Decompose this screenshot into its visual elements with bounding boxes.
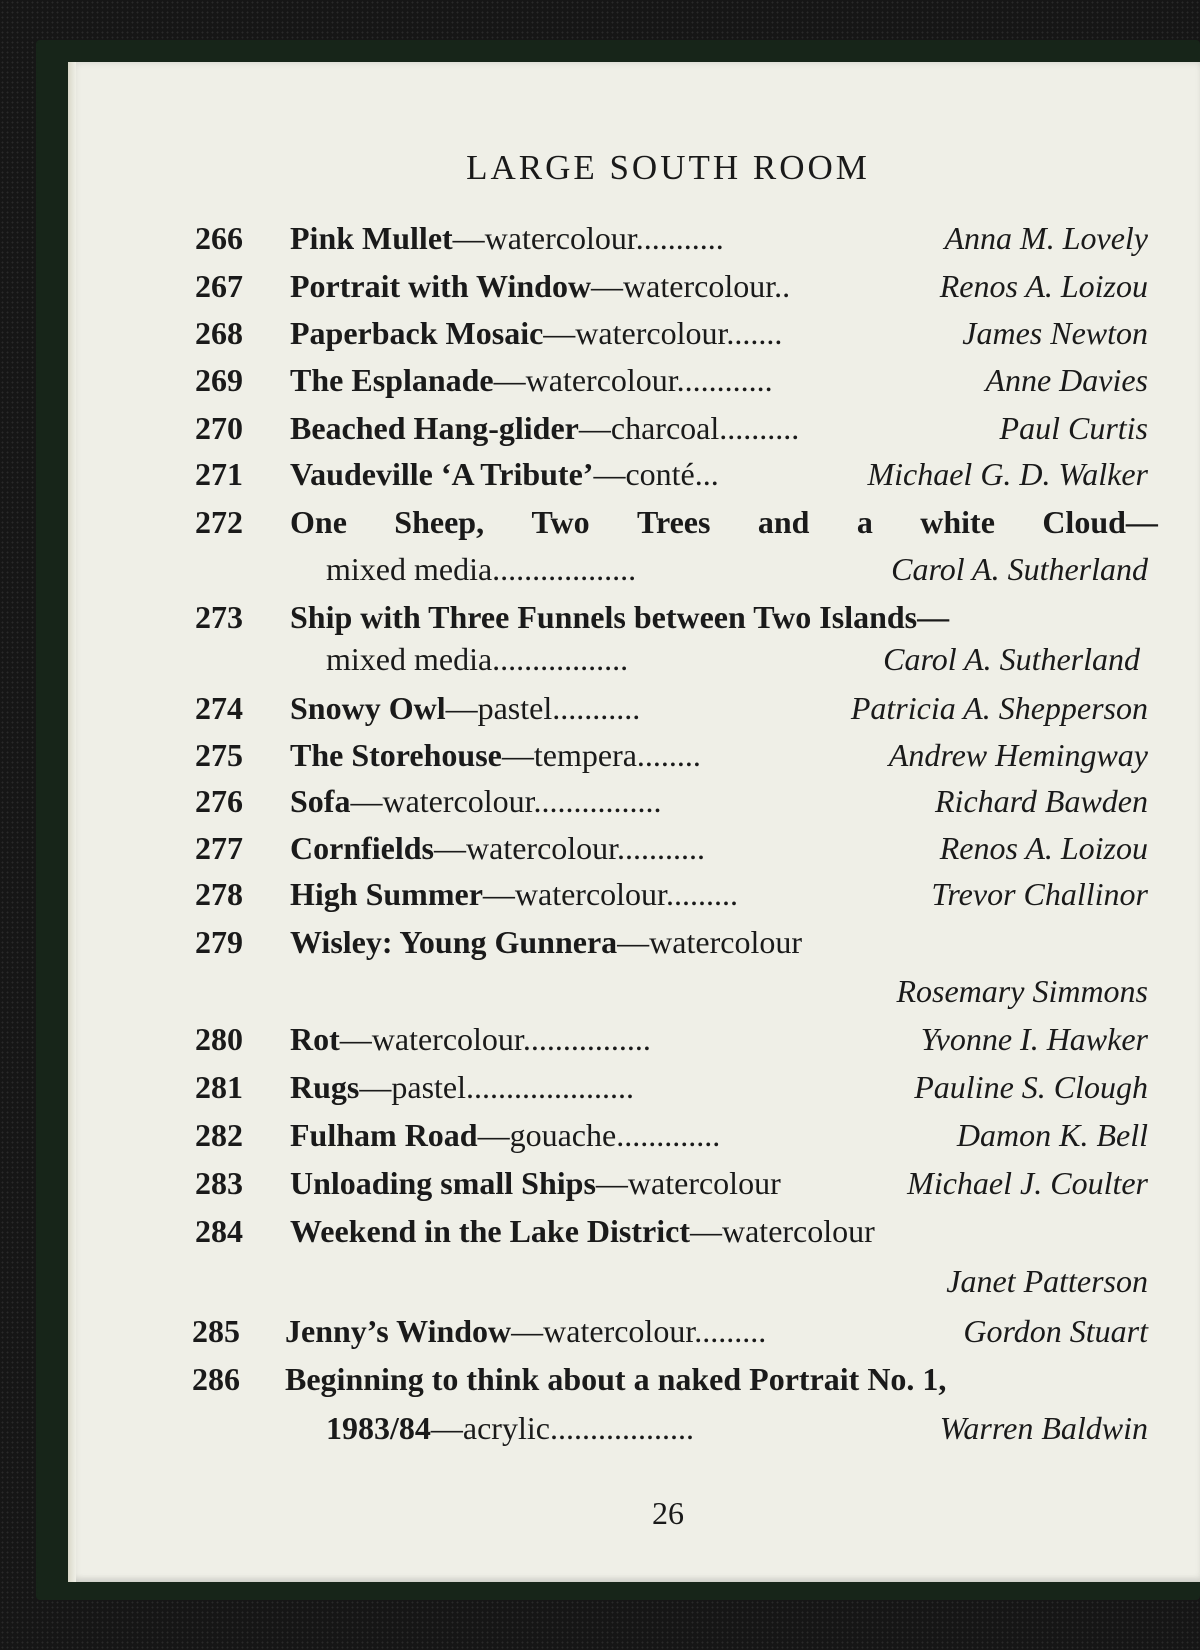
catalogue-entry [0,1021,1200,1065]
catalogue-entry [0,410,1200,454]
page-number: 26 [652,1495,684,1531]
entry-medium: —watercolour [689,1213,875,1249]
entry-medium: —watercolour [511,1313,695,1349]
entry-title: Unloading small Ships [290,1165,596,1201]
entry-artist: Renos A. Loizou [939,268,1148,304]
entry-title: Paperback Mosaic [290,315,544,351]
catalogue-entry-continuation [0,1263,1200,1307]
catalogue-entry [0,268,1200,312]
entry-artist: Michael G. D. Walker [867,456,1148,492]
dot-leader: ......... [694,1313,767,1349]
dot-leader: ..................... [466,1069,634,1105]
entry-title-continuation: 1983/84 [326,1410,431,1446]
entry-number: 275 [195,737,243,773]
catalogue-entry [0,456,1200,500]
entry-artist: Andrew Hemingway [888,737,1148,773]
entry-title: The Esplanade [290,362,494,398]
dot-leader: .................. [492,551,637,587]
entry-title: Vaudeville ‘A Tribute’ [290,456,594,492]
entry-number: 273 [195,599,243,635]
entry-title: The Storehouse [290,737,502,773]
catalogue-entry [0,599,1200,643]
entry-artist: Yvonne I. Hawker [920,1021,1148,1057]
entry-artist: Gordon Stuart [963,1313,1148,1349]
entry-number: 270 [195,410,243,446]
dot-leader: .. [774,268,791,304]
entry-title: Cornfields [290,830,434,866]
entry-number: 282 [195,1117,243,1153]
entry-artist: Paul Curtis [999,410,1148,446]
entry-number: 269 [195,362,243,398]
entry-artist: Carol A. Sutherland [891,551,1148,587]
entry-number: 277 [195,830,243,866]
page-heading: LARGE SOUTH ROOM [466,148,870,187]
entry-number: 276 [195,783,243,819]
entry-artist: Trevor Challinor [931,876,1148,912]
entry-title: Jenny’s Window [285,1313,512,1349]
entry-medium: mixed media [326,551,493,587]
entry-number: 283 [195,1165,243,1201]
dot-leader: .................. [549,1410,694,1446]
catalogue-entry [0,1213,1200,1257]
entry-artist: Richard Bawden [935,783,1148,819]
entry-title: One Sheep, Two Trees and a white Cloud— [290,504,1158,540]
dot-leader: ........... [635,220,724,256]
entry-medium: mixed media [326,641,493,677]
entry-medium: —watercolour [434,830,618,866]
entry-number: 272 [195,504,243,540]
entry-medium: —watercolour [452,220,636,256]
entry-medium: —acrylic [430,1410,550,1446]
entry-artist: Pauline S. Clough [914,1069,1148,1105]
entry-medium: —gouache [477,1117,617,1153]
entry-number: 280 [195,1021,243,1057]
entry-title: Beached Hang-glider [290,410,579,446]
catalogue-entry [0,1361,1200,1405]
entry-number: 284 [195,1213,243,1249]
entry-title: Portrait with Window [290,268,592,304]
entry-artist: Anne Davies [985,362,1148,398]
entry-title: Pink Mullet [290,220,453,256]
dot-leader: ....... [726,315,783,351]
dot-leader: ............ [676,362,773,398]
entry-medium: —tempera [501,737,637,773]
dot-leader: ................ [522,1021,651,1057]
entry-title: Rot [290,1021,340,1057]
entry-title: Rugs [290,1069,360,1105]
entry-artist: Patricia A. Shepperson [850,690,1148,726]
entry-medium: —watercolour [350,783,534,819]
entry-medium: —watercolour [617,924,802,960]
entry-title: Sofa [290,783,351,819]
entry-artist: Janet Patterson [946,1263,1148,1299]
catalogue-entry [0,220,1200,264]
entry-number: 285 [192,1313,240,1349]
entry-title: Beginning to think about a naked Portrait No. 1, [285,1361,947,1397]
entry-title: High Summer [290,876,483,912]
entry-artist: Damon K. Bell [956,1117,1148,1153]
entry-number: 274 [195,690,243,726]
catalogue-entry [0,830,1200,874]
catalogue-entry-continuation [0,641,1200,685]
dot-leader: .......... [719,410,800,446]
entry-artist: Carol A. Sutherland [883,641,1140,677]
entry-medium: —pastel [359,1069,466,1105]
entry-title: Fulham Road [290,1117,478,1153]
catalogue-entry [0,362,1200,406]
entry-title: Weekend in the Lake District [290,1213,690,1249]
dot-leader: ... [694,456,719,492]
entry-title: Snowy Owl [290,690,446,726]
dot-leader: ................. [492,641,629,677]
entry-artist: James Newton [962,315,1148,351]
entry-artist: Warren Baldwin [939,1410,1148,1446]
entry-number: 271 [195,456,243,492]
entry-number: 281 [195,1069,243,1105]
entry-artist: Michael J. Coulter [907,1165,1148,1201]
catalogue-entry [0,504,1200,548]
dot-leader: ................ [533,783,662,819]
dot-leader: ............. [616,1117,721,1153]
entry-number: 266 [195,220,243,256]
catalogue-entry [0,315,1200,359]
entry-artist: Renos A. Loizou [939,830,1148,866]
catalogue-entry-continuation [0,551,1200,595]
dot-leader: ......... [665,876,738,912]
catalogue-entry-continuation [0,1410,1200,1454]
entry-medium: —conté [593,456,695,492]
catalogue-entry [0,690,1200,734]
entry-artist: Rosemary Simmons [896,973,1148,1009]
dot-leader: ........ [636,737,701,773]
catalogue-entry [0,783,1200,827]
entry-medium: —watercolour [543,315,727,351]
entry-medium: —watercolour [493,362,677,398]
catalogue-entry [0,1117,1200,1161]
entry-medium: —charcoal [578,410,720,446]
entry-number: 267 [195,268,243,304]
entry-title: Ship with Three Funnels between Two Islands— [290,599,950,635]
catalogue-entry-continuation [0,973,1200,1017]
entry-medium: —watercolour [339,1021,523,1057]
catalogue-entry [0,737,1200,781]
catalogue-entry [0,1165,1200,1209]
entry-title: Wisley: Young Gunnera [290,924,618,960]
catalogue-entry [0,924,1200,968]
entry-artist: Anna M. Lovely [944,220,1148,256]
entry-number: 278 [195,876,243,912]
catalogue-entry [0,876,1200,920]
entry-medium: —watercolour [591,268,775,304]
catalogue-entry [0,1069,1200,1113]
entry-number: 268 [195,315,243,351]
entry-medium: —watercolour [482,876,666,912]
dot-leader: ........... [617,830,706,866]
entry-medium: —watercolour [595,1165,781,1201]
entry-medium: —pastel [445,690,553,726]
catalogue-entry [0,1313,1200,1357]
entry-number: 279 [195,924,243,960]
entry-number: 286 [192,1361,240,1397]
dot-leader: ........... [552,690,641,726]
